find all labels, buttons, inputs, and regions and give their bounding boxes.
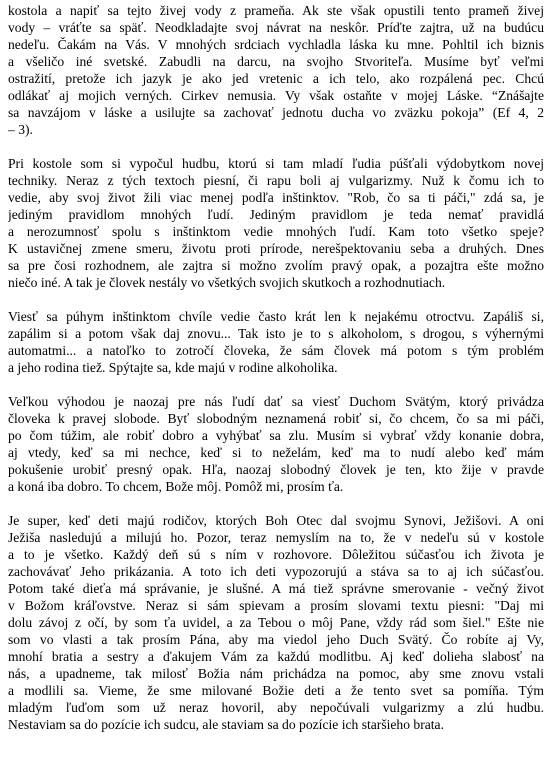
text-line: Ježiša nasledujú a milujú ho. Pozor, teraz nemyslím na to, že v nedeľu sú v kostole — [8, 530, 544, 545]
text-line: K ustavičnej zmene smeru, životu proti prírode, nerešpektovaniu seba a druhých. Dnes — [8, 241, 544, 256]
text-line: aj vtedy, keď sa mi nechce, keď si to neželám, keď ma to nudí alebo keď mám — [8, 445, 544, 460]
paragraph-4 — [8, 393, 544, 495]
text-line: mnohí bratia a sestry a ďakujem Vám za každú modlitbu. Aj keď dolieha slabosť na — [8, 649, 544, 664]
text-line: Pri kostole som si vypočul hudbu, ktorú si tam mladí ľudia púšťali výdobytkom novej — [8, 156, 544, 171]
paragraph-1 — [8, 2, 544, 138]
text-line: zapálim si a potom však daj znovu... Tak isto je to s alkoholom, s drogou, s výhernými — [8, 326, 544, 341]
text-line: vedie, aby svoj život žili viac menej podľa inštinktov. "Rob, čo sa ti páči," zdá sa, je — [8, 190, 544, 205]
text-line: pokušenie urobiť presný opak. Hľa, naozaj slobodný človek je ten, kto žije v pravde — [8, 462, 544, 477]
text-line: zachovávať Jeho prikázania. A toto ich deti vypozorujú a stáva sa to aj ich súčasťou. — [8, 564, 544, 579]
paragraph-3 — [8, 308, 544, 376]
text-line: som vo vlasti a tak prosím Pána, aby ma viedol jeho Duch Svätý. Čo robíte aj Vy, — [8, 632, 544, 647]
text-line: a koná iba dobro. To chcem, Bože môj. Pomôž mi, prosím ťa. — [8, 479, 344, 494]
text-line: automatmi... a natoľko to zotročí človeka, že sám človek má potom s tým problém — [8, 343, 544, 358]
text-line: nedeľu. Čakám na Vás. V mnohých srdciach vychladla láska ku mne. Pohltil ich biznis — [8, 37, 544, 52]
text-line: sa navzájom v láske a usilujte sa zachovať jednotu ducha vo zväzku pokoja” (Ef 4, 2 — [8, 105, 544, 120]
text-line: Potom také dieťa má správanie, je slušné. A má tiež správne smerovanie - večný život — [8, 581, 544, 596]
text-line: kostola a napiť sa tejto živej vody z prameňa. Ak ste však opustili tento prameň živej — [8, 3, 544, 18]
text-line: mladým ľuďom som už neraz hovoril, aby nepočúvali vulgarizmy a zlú hudbu. — [8, 700, 544, 715]
text-line: jediným pravidlom mnohých ľudí. Jediným pravidlom je teda nemať pravidlá — [8, 207, 544, 222]
text-line: Je super, keď deti majú rodičov, ktorých Boh Otec dal svojmu Synovi, Ježišovi. A oni — [8, 513, 544, 528]
paragraph-5 — [8, 512, 544, 733]
text-line: odlákať aj mojich verných. Cirkev nemusia. Vy však ostaňte v mojej Láske. “Znášajte — [8, 88, 544, 103]
text-line: vody – vráťte sa späť. Neodkladajte svoj návrat na neskôr. Príďte zajtra, už na budúcu — [8, 20, 544, 35]
text-line: nás, a upadneme, tak milosť Božia nám prichádza na pomoc, aby sme znovu vstali — [8, 666, 544, 681]
text-line: a všeličo iné svetské. Zabudli na darcu, na svojho Stvoriteľa. Musíme byť veľmi — [8, 54, 544, 69]
text-line: ostražití, pretože ich jazyk je ako jed vretenic a ich telo, ako rozpálená pec. Chcú — [8, 71, 544, 86]
text-line: a nerozumnosť spolu s inštinktom vedie mnohých ľudí. Kam toto všetko speje? — [8, 224, 544, 239]
text-line: a jeho rodina tiež. Spýtajte sa, kde majú v rodine alkoholika. — [8, 360, 338, 375]
text-line: niečo iné. A tak je človek nestály vo všetkých svojich skutkoch a rozhodnutiach. — [8, 275, 446, 290]
text-line: človeka k pravej slobode. Byť slobodným neznamená robiť si, čo chcem, čo sa mi páči, — [8, 411, 544, 426]
text-line: – 3). — [8, 122, 33, 137]
text-line: a to je všetko. Každý deň sú s ním v rozhovore. Dôležitou súčasťou ich života je — [8, 547, 544, 562]
text-line: a modlili sa. Vieme, že sme milované Božie deti a že tento svet sa pomíňa. Tým — [8, 683, 544, 698]
paragraph-2 — [8, 155, 544, 291]
text-line: Viesť sa púhym inštinktom chvíle vedie často krát len k nejakému otroctvu. Zapáliš si, — [8, 309, 544, 324]
text-line: Veľkou výhodou je naozaj pre nás ľudí dať sa viesť Duchom Svätým, ktorý privádza — [8, 394, 544, 409]
text-line: sa pre čosi rozhodnem, ale zajtra si možno zvolím pravý opak, a pozajtra ešte možno — [8, 258, 544, 273]
text-line: po čom túžim, ale robiť dobro a vyhýbať sa zlu. Musím si vybrať vždy konanie dobra, — [8, 428, 544, 443]
text-line: Nestaviam sa do pozície ich sudcu, ale staviam sa do pozície ich staršieho brata. — [8, 717, 444, 732]
text-line: techniky. Neraz z tých textoch piesní, či rapu boli aj vulgarizmy. Nuž k čomu ich to — [8, 173, 544, 188]
text-line: dolu závoj z očí, by som ťa uvidel, a za Tebou o môj Pane, vždy rád som šiel." Ešte nie — [8, 615, 544, 630]
text-line: v Božom kráľovstve. Neraz si sám spievam a prosím slovami textu piesni: "Daj mi — [8, 598, 544, 613]
